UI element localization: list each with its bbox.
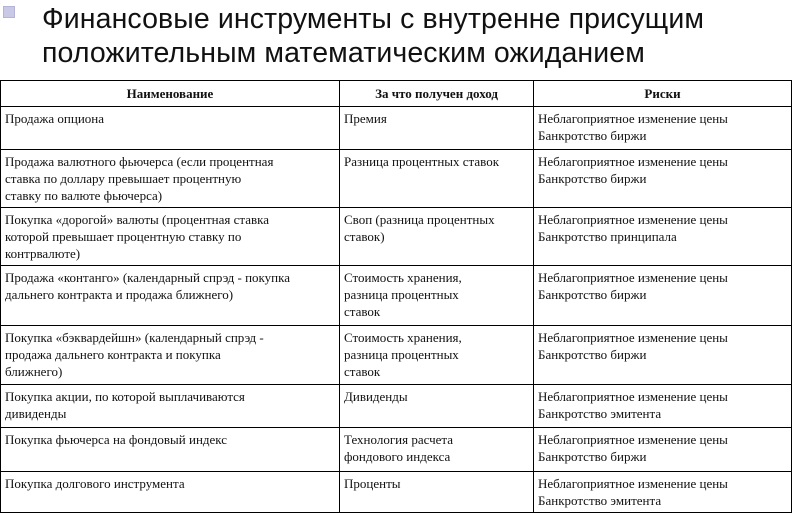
cell-name: Покупка акции, по которой выплачиваются дивиденды [1,385,340,428]
header-risks: Риски [534,81,792,107]
cell-income: Проценты [340,472,534,513]
table-row [1,266,792,326]
cell-income: Премия [340,107,534,150]
cell-income: Своп (разница процентных ставок) [340,208,534,266]
cell-name: Покупка долгового инструмента [1,472,340,513]
cell-income: Дивиденды [340,385,534,428]
cell-name: Продажа валютного фьючерса (если процентная ставка по доллару превышает процентную ставку по валюте фьючерса) [1,150,340,208]
cell-income: Технология расчета фондового индекса [340,428,534,472]
table-row [1,326,792,385]
cell-risks: Неблагоприятное изменение цены Банкротство биржи [534,428,792,472]
table-row [1,107,792,150]
cell-risks: Неблагоприятное изменение цены Банкротство принципала [534,208,792,266]
cell-name: Покупка «бэквардейшн» (календарный спрэд - продажа дальнего контракта и покупка ближнего) [1,326,340,385]
cell-name: Покупка фьючерса на фондовый индекс [1,428,340,472]
cell-income: Разница процентных ставок [340,150,534,208]
table-row [1,472,792,513]
cell-income: Стоимость хранения, разница процентных ставок [340,266,534,326]
table-row [1,150,792,208]
title-bullet-icon [3,6,15,18]
table-row [1,385,792,428]
cell-risks: Неблагоприятное изменение цены Банкротство биржи [534,107,792,150]
cell-name: Покупка «дорогой» валюты (процентная ставка которой превышает процентную ставку по контрвалюте) [1,208,340,266]
instruments-table [0,80,792,513]
cell-risks: Неблагоприятное изменение цены Банкротство биржи [534,150,792,208]
cell-income: Стоимость хранения, разница процентных ставок [340,326,534,385]
table-header-row [1,81,792,107]
cell-risks: Неблагоприятное изменение цены Банкротство биржи [534,266,792,326]
table-row [1,428,792,472]
cell-risks: Неблагоприятное изменение цены Банкротство эмитента [534,472,792,513]
slide-title: Финансовые инструменты с внутренне присущим положительным математическим ожиданием [42,3,705,69]
header-name: Наименование [1,81,340,107]
cell-name: Продажа «контанго» (календарный спрэд - покупка дальнего контракта и продажа ближнего) [1,266,340,326]
cell-risks: Неблагоприятное изменение цены Банкротство эмитента [534,385,792,428]
cell-risks: Неблагоприятное изменение цены Банкротство биржи [534,326,792,385]
table-row [1,208,792,266]
cell-name: Продажа опциона [1,107,340,150]
header-income: За что получен доход [340,81,534,107]
